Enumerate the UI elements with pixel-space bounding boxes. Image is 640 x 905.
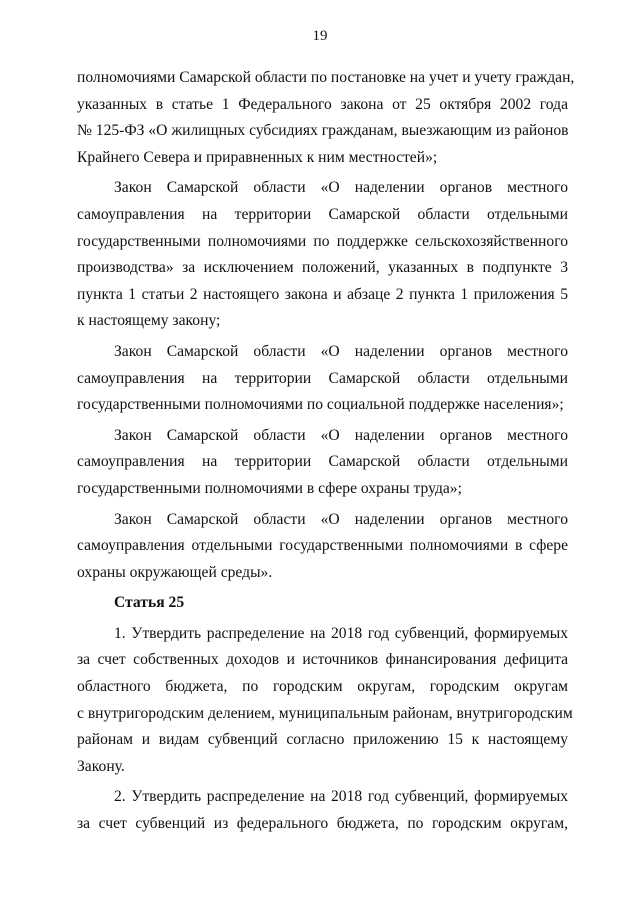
text-line: 2. Утвердить распределение на 2018 год субвенций, формируемых [114,788,568,806]
text-line: Закон Самарской области «О наделении органов местного [114,426,568,444]
text-line: 1. Утвердить распределение на 2018 год субвенций, формируемых [114,624,568,642]
article-heading: Статья 25 [114,594,185,612]
text-line: государственными полномочиями по социальной поддержке населения»; [77,396,564,414]
paragraph-law-labor-protection [77,423,568,503]
paragraph-law-environment [77,507,568,587]
page-number: 19 [312,28,328,44]
text-line: к настоящему закону; [77,312,221,330]
text-line: за счет собственных доходов и источников финансирования дефицита [77,651,568,669]
article-paragraph-1 [77,621,573,781]
text-line: государственными полномочиями в сфере охраны труда»; [77,479,462,497]
text-line: самоуправления на территории Самарской области отдельными [77,205,568,223]
text-line: Закону. [77,757,125,775]
text-line: производства» за исключением положений, указанных в подпункте 3 [77,259,568,277]
text-line: Закон Самарской области «О наделении органов местного [114,342,568,360]
document-body [77,65,575,842]
text-line: областного бюджета, по городским округам, городским округам [77,678,568,696]
text-line: самоуправления отдельными государственными полномочиями в сфере [77,537,568,555]
text-line: с внутригородским делением, муниципальным районам, внутригородским [77,704,573,722]
text-line: самоуправления на территории Самарской области отдельными [77,369,568,387]
text-line: указанных в статье 1 Федерального закона от 25 октября 2002 года [77,95,568,113]
text-line: Крайнего Севера и приравненных к ним местностей»; [77,148,438,166]
text-line: государственными полномочиями по поддержке сельскохозяйственного [77,232,568,250]
paragraph-continuation [77,65,575,171]
text-line: пункта 1 статьи 2 настоящего закона и абзаце 2 пункта 1 приложения 5 [77,285,568,303]
text-line: полномочиями Самарской области по постановке на учет и учету граждан, [77,69,575,86]
text-line: Закон Самарской области «О наделении органов местного [114,179,568,197]
text-line: Закон Самарской области «О наделении органов местного [114,510,568,528]
article-paragraph-2 [77,784,568,837]
paragraph-law-social-support [77,339,568,419]
text-line: районам и видам субвенций согласно приложению 15 к настоящему [77,731,568,749]
text-line: за счет субвенций из федерального бюджета, по городским округам, [77,815,568,833]
paragraph-law-agricultural [77,175,568,335]
text-line: № 125-ФЗ «О жилищных субсидиях гражданам, выезжающим из районов [77,122,569,140]
text-line: самоуправления на территории Самарской области отдельными [77,453,568,471]
text-line: охраны окружающей среды». [77,563,273,581]
